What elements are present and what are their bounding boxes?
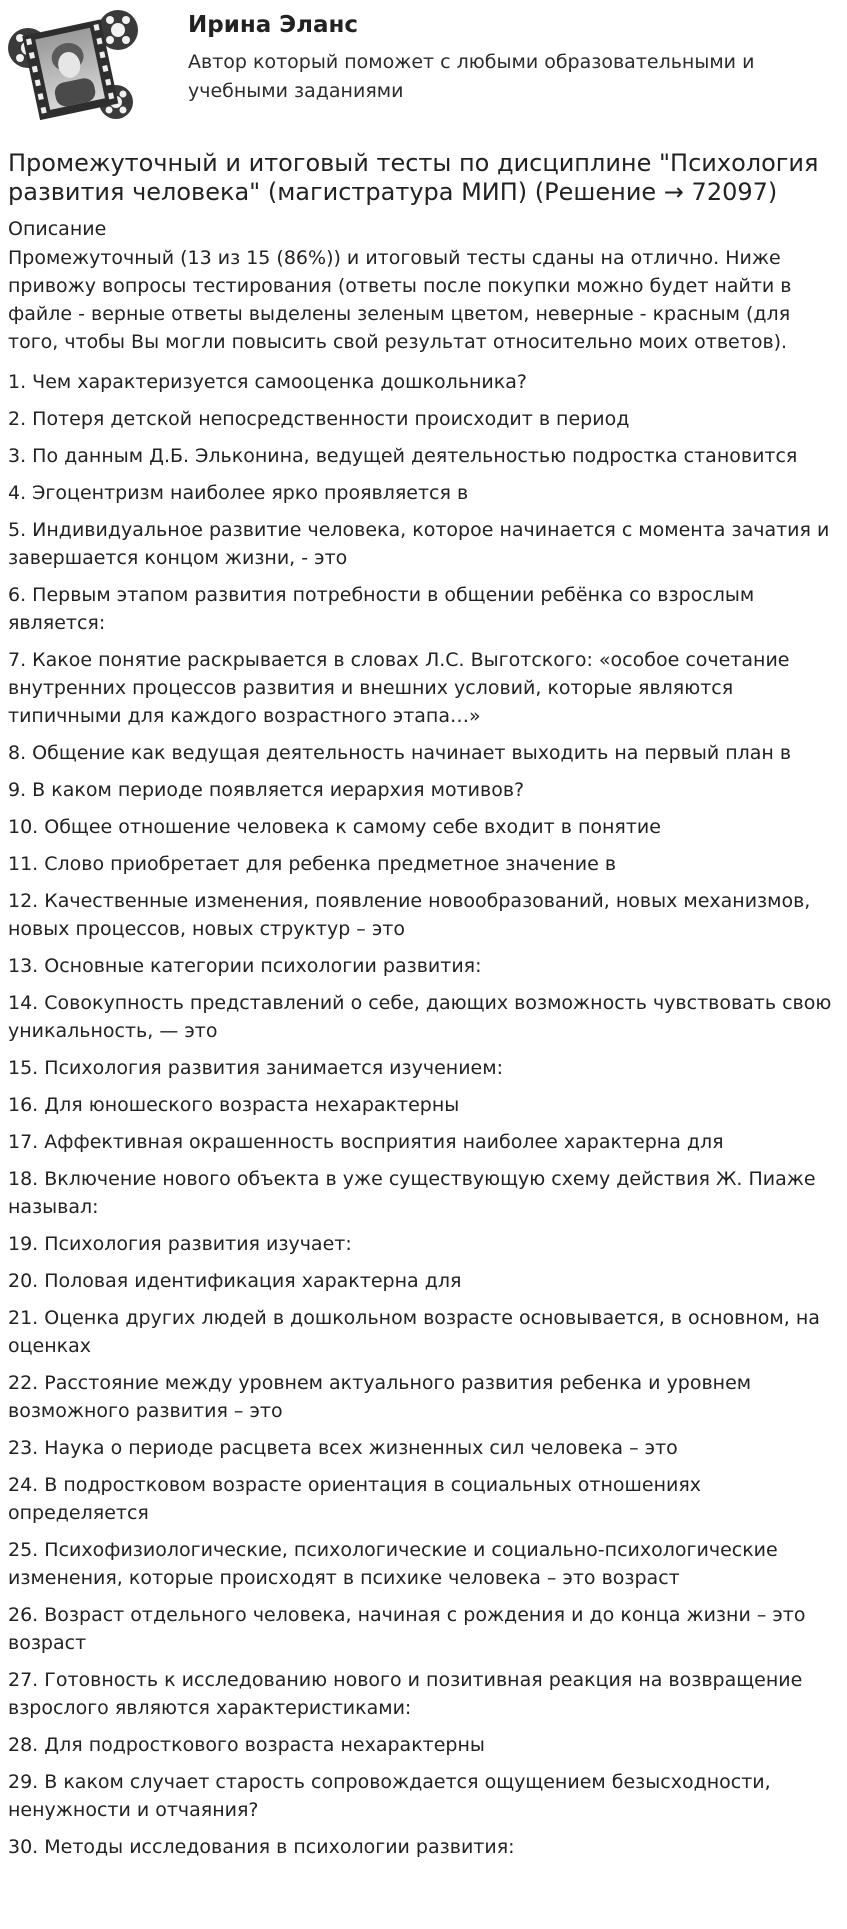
question-item: 7. Какое понятие раскрывается в словах Л.С. Выготского: «особое сочетание внутренних процессов развития и внешних условий, которые являются типичными для каждого возрастного этапа…»	[8, 649, 790, 727]
page-title: Промежуточный и итоговый тесты по дисциплине "Психология развития человека" (магистратура МИП) (Решение → 72097)	[8, 149, 819, 206]
question-item: 19. Психология развития изучает:	[8, 1233, 352, 1255]
question-item: 29. В каком случает старость сопровождается ощущением безысходности, ненужности и отчаяния?	[8, 1771, 771, 1821]
question-item: 22. Расстояние между уровнем актуального развития ребенка и уровнем возможного развития – это	[8, 1372, 752, 1422]
document-content	[0, 149, 847, 1861]
question-item: 3. По данным Д.Б. Эльконина, ведущей деятельностью подростка становится	[8, 445, 798, 467]
question-item: 25. Психофизиологические, психологические и социально-психологические изменения, которые происходят в психике человека – это возраст	[8, 1539, 778, 1589]
author-description: Автор который поможет с любыми образовательными и учебными заданиями	[188, 51, 755, 102]
question-item: 11. Слово приобретает для ребенка предметное значение в	[8, 853, 617, 875]
question-item: 26. Возраст отдельного человека, начиная с рождения и до конца жизни – это возраст	[8, 1604, 806, 1654]
question-item: 10. Общее отношение человека к самому себе входит в понятие	[8, 816, 661, 838]
question-item: 9. В каком периоде появляется иерархия мотивов?	[8, 779, 525, 801]
question-item: 5. Индивидуальное развитие человека, которое начинается с момента зачатия и завершается концом жизни, - это	[8, 519, 830, 569]
question-item: 27. Готовность к исследованию нового и позитивная реакция на возвращение взрослого являются характеристиками:	[8, 1669, 803, 1719]
author-name[interactable]: Ирина Эланс	[188, 12, 359, 38]
question-item: 24. В подростковом возрасте ориентация в социальных отношениях определяется	[8, 1474, 702, 1524]
question-item: 16. Для юношеского возраста нехарактерны	[8, 1094, 460, 1116]
question-item: 23. Наука о периоде расцвета всех жизненных сил человека – это	[8, 1437, 678, 1459]
question-item: 4. Эгоцентризм наиболее ярко проявляется в	[8, 482, 469, 504]
question-item: 15. Психология развития занимается изучением:	[8, 1057, 503, 1079]
question-item: 12. Качественные изменения, появление новообразований, новых механизмов, новых процессов, новых структур – это	[8, 890, 811, 940]
question-item: 21. Оценка других людей в дошкольном возрасте основывается, в основном, на оценках	[8, 1307, 820, 1357]
question-item: 8. Общение как ведущая деятельность начинает выходить на первый план в	[8, 742, 792, 764]
avatar	[6, 6, 142, 126]
author-card	[0, 0, 847, 145]
question-item: 18. Включение нового объекта в уже существующую схему действия Ж. Пиаже называл:	[8, 1168, 816, 1218]
question-item: 2. Потеря детской непосредственности происходит в период	[8, 408, 630, 430]
question-item: 13. Основные категории психологии развития:	[8, 955, 482, 977]
question-list	[0, 368, 847, 1861]
question-item: 17. Аффективная окрашенность восприятия наиболее характерна для	[8, 1131, 724, 1153]
question-item: 6. Первым этапом развития потребности в общении ребёнка со взрослым является:	[8, 584, 755, 634]
film-reel-avatar-icon	[6, 6, 142, 126]
description-text: Промежуточный (13 из 15 (86%)) и итоговый тесты сданы на отлично. Ниже привожу вопросы тестирования (ответы после покупки можно будет найти в файле - верные ответы выделены зеленым цветом, неверные - красным (для того, чтобы Вы могли повысить свой результат относительно моих ответов).	[8, 247, 792, 353]
question-item: 14. Совокупность представлений о себе, дающих возможность чувствовать свою уникальность, — это	[8, 992, 832, 1042]
question-item: 1. Чем характеризуется самооценка дошкольника?	[8, 371, 527, 393]
question-item: 20. Половая идентификация характерна для	[8, 1270, 462, 1292]
description-label: Описание	[8, 218, 107, 240]
question-item: 30. Методы исследования в психологии развития:	[8, 1836, 515, 1858]
question-item: 28. Для подросткового возраста нехарактерны	[8, 1734, 485, 1756]
